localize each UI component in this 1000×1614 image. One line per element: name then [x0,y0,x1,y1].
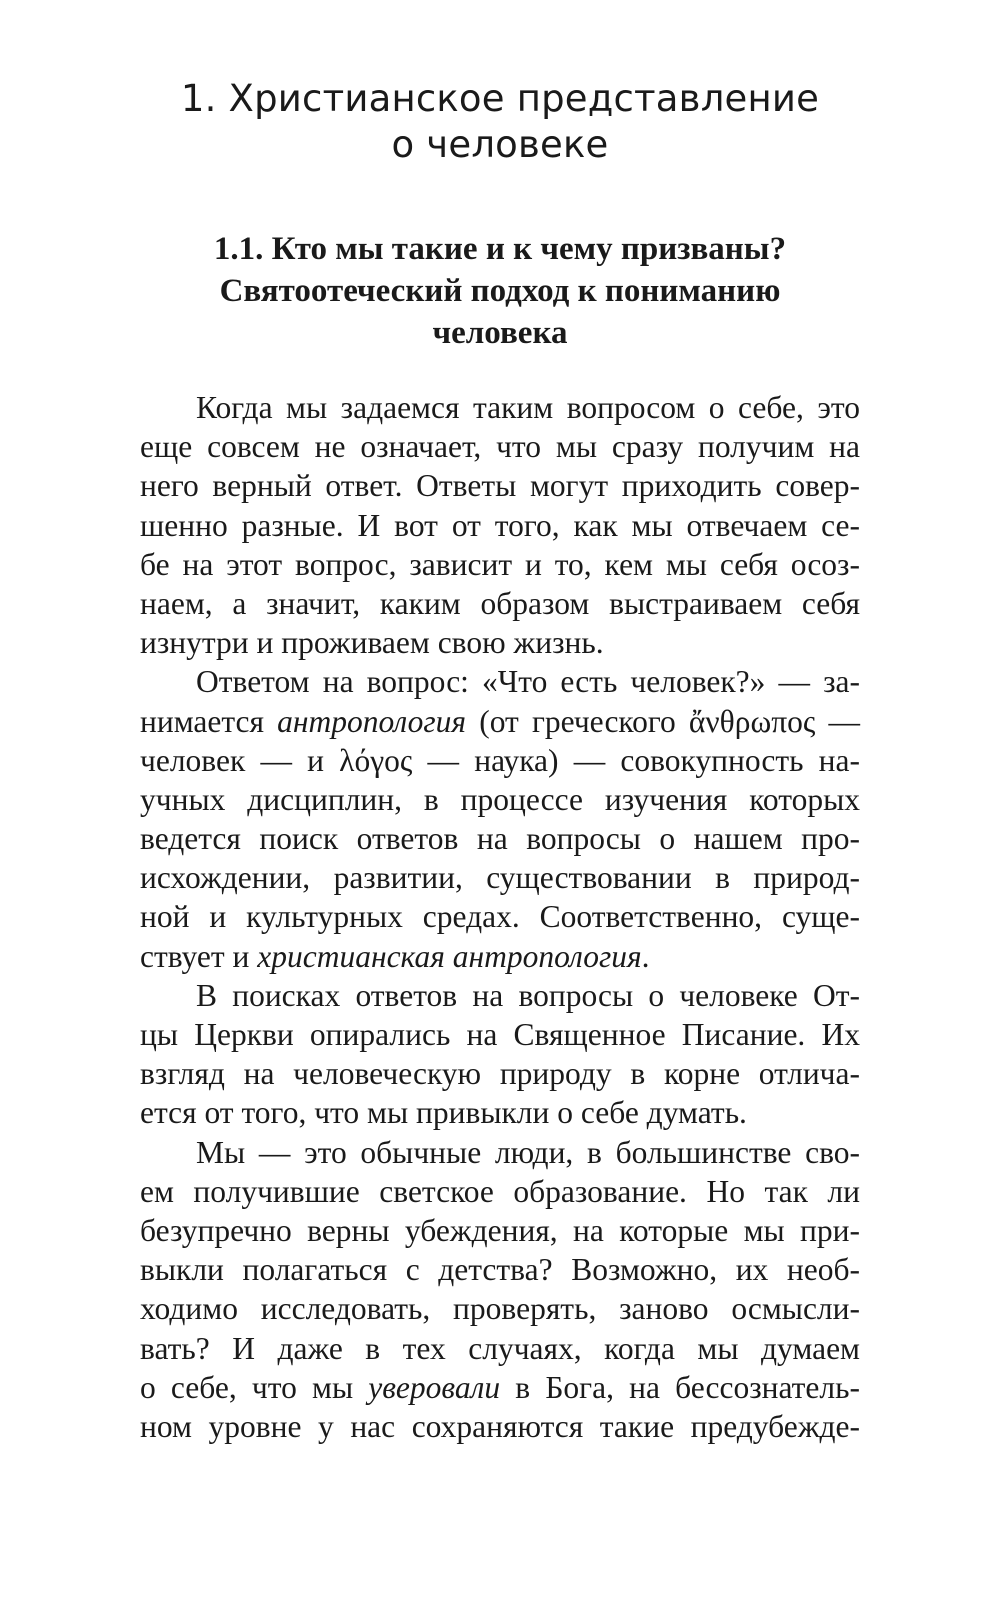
text-line: бе на этот вопрос, зависит и то, кем мы себя осоз- [140,546,860,582]
text-line: цы Церкви опирались на Священное Писание. Их [140,1017,860,1052]
section-title [140,228,860,354]
emphasis-term: уверовали [368,1369,501,1405]
paragraph [140,388,860,662]
text-line: исхождении, развитии, существовании в природ- [140,860,860,896]
chapter-title [140,76,860,168]
text-line: ном уровне у нас сохраняются такие предубежде- [140,1408,860,1444]
section-title-line: 1.1. Кто мы такие и к чему призваны? [213,231,787,267]
text-line: шенно разные. И вот от того, как мы отвечаем се- [140,507,860,543]
text-line: вать? И даже в тех случаях, когда мы думаем [140,1330,860,1366]
text-line [140,702,860,741]
text-fragment: нимается [140,703,278,739]
text-fragment: . [641,938,650,974]
text-line: наем, а значит, каким образом выстраиваем себя [140,585,860,621]
text-line: Ответом на вопрос: «Что есть человек?» — за- [196,664,860,700]
text-line: безупречно верны убеждения, на которые мы при- [140,1212,860,1248]
emphasis-term: антропология [277,703,467,739]
paragraph [140,1133,860,1447]
text-line: еще совсем не означает, что мы сразу получим на [140,429,860,465]
text-line: ведется поиск ответов на вопросы о нашем про- [140,821,860,857]
text-line: него верный ответ. Ответы могут приходить совер- [140,468,860,504]
text-line: Мы — это обычные люди, в большинстве сво- [196,1134,860,1170]
section-title-line: Святоотеческий подход к пониманию [219,273,781,309]
text-line [140,937,860,976]
text-line: выкли полагаться с детства? Возможно, их необ- [140,1252,860,1288]
text-fragment: в Бога, на бессознатель- [500,1369,860,1405]
text-line: ем получившие светское образование. Но так ли [140,1173,860,1209]
text-line: В поисках ответов на вопросы о человеке От- [196,977,860,1013]
chapter-title-line: 1. Христианское представление [180,77,820,120]
text-line: взгляд на человеческую природу в корне отлича- [140,1056,860,1092]
text-fragment: о себе, что мы [140,1369,369,1405]
text-line: человек — и λόγος — наука) — совокупность на- [140,742,860,778]
text-fragment: (от греческого ἄνθρωπος — [466,703,860,739]
text-line: ется от того, что мы привыкли о себе думать. [140,1095,747,1131]
text-fragment: ствует и [140,938,258,974]
chapter-title-line: о человеке [391,123,609,166]
emphasis-term: христианская антропология [257,938,642,974]
text-line [140,1368,860,1407]
paragraph [140,976,860,1133]
paragraph [140,662,860,976]
text-line: учных дисциплин, в процессе изучения которых [140,781,860,817]
text-line: Когда мы задаемся таким вопросом о себе, это [196,390,860,425]
text-line: ходимо исследовать, проверять, заново осмысли- [140,1291,860,1327]
body-text [140,388,860,1446]
section-title-line: человека [432,315,568,351]
text-line: изнутри и проживаем свою жизнь. [140,625,604,661]
text-line: ной и культурных средах. Соответственно, суще- [140,899,860,935]
